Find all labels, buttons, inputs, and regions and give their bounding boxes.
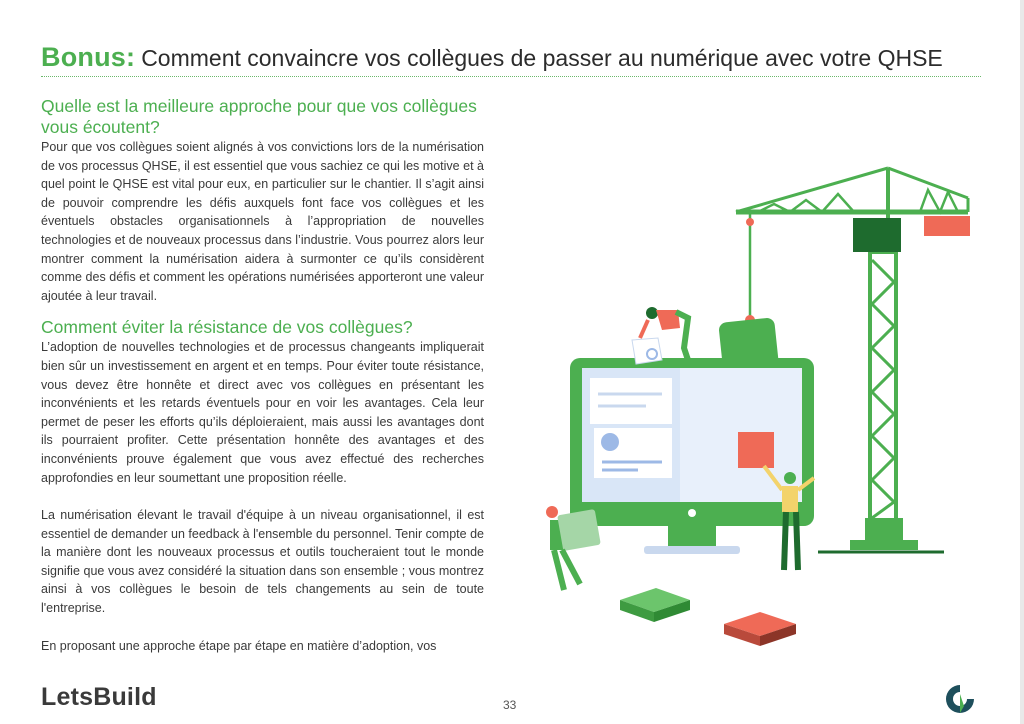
construction-crane-illustration (528, 160, 988, 660)
page-number: 33 (503, 698, 517, 712)
section2-paragraph-2: La numérisation élevant le travail d'équipe à un niveau organisationnel, il est essentiel de demander un feedback à l'ensemble du personnel. Tenir compte de la manière dont les nouveaux processus et outils toucheraient tout le monde signifie que vous avez considéré la situation dans son ensemble ; vous montrez ainsi à vos collègues le besoin de tels changements au sein de toute l'entreprise. (41, 508, 484, 616)
main-text-column (41, 96, 484, 655)
section1-heading: Quelle est la meilleure approche pour que vos collègues vous écoutent? (41, 96, 477, 137)
worker-icon (632, 307, 688, 364)
section2-paragraph-3: En proposant une approche étape par étape en matière d’adoption, vos (41, 638, 437, 653)
section2-heading: Comment éviter la résistance de vos collègues? (41, 317, 413, 338)
page-title (41, 42, 981, 77)
section1-paragraph: Pour que vos collègues soient alignés à vos convictions lors de la numérisation de vos processus QHSE, il est essentiel que vous sachiez ce qui les motive et à quel point le QHSE est vital pour eux, en particulier sur le chantier. Il s’agit ainsi de pouvoir comprendre les défis auxquels font face vos collègues et les éventuels obstacles organisationnels à l’appropriation de nouvelles technologies et de nouveaux processus dans l’industrie. Vous pourrez alors leur montrer comment la numérisation aidera à surmonter ce qu’ils considèrent comme des défis et comment les opérations numérisées apporteront une valeur ajoutée à leur travail. (41, 140, 484, 303)
letsbuild-logo: LetsBuild (41, 683, 157, 711)
worker-icon (546, 506, 601, 590)
title-bonus-label: Bonus: (41, 42, 136, 72)
brand-mark-icon (943, 682, 977, 716)
title-text: Comment convaincre vos collègues de passer au numérique avec votre QHSE (141, 45, 943, 71)
page-edge-shadow (1020, 0, 1024, 724)
section2-paragraph-1: L’adoption de nouvelles technologies et de processus changeants impliquerait bien sûr un investissement en argent et en temps. Pour éviter toute résistance, vous devez être honnête et direct avec vos collègues en présentant les inconvénients et les retards éventuels pour en voir les avantages. Cela leur permet de peser les efforts qu’ils déploieraient, mais aussi les avantages dont ils pourraient profiter. Cette présentation honnête des avantages et des inconvénients prouve également que vous avez effectué des recherches approfondies en leur soumettant une proposition réelle. (41, 340, 484, 485)
